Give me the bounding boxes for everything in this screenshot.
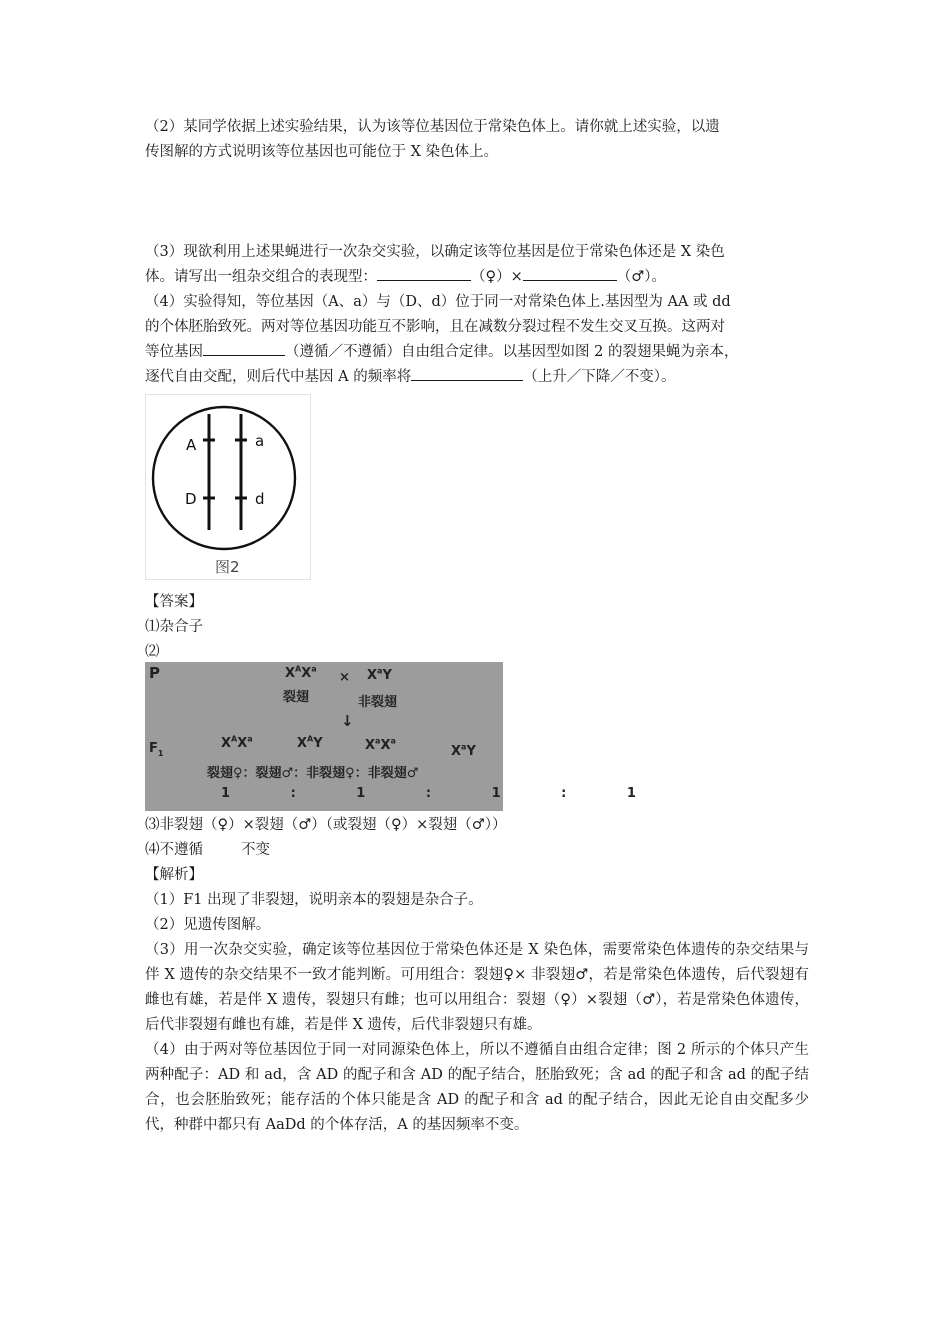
answer-section (145, 590, 809, 665)
genetic-cross-diagram (145, 662, 636, 811)
allele-A-label: A (186, 436, 197, 454)
analysis-4: （4）由于两对等位基因位于同一对同源染色体上，所以不遵循自由组合定律；图 2 所示的个体只产生两种配子：AD 和 ad，含 AD 的配子和含 AD 的配子结合，胚胎致死；含 ad 的配子和含 ad 的配子结合，也会胚胎致死；能存活的个体只能是含 AD 的配子和含 ad 的配子结合，因此无论自由交配多少代，种群中都只有 AaDd 的个体存活，A 的基因频率不变。 (145, 1042, 809, 1133)
offspring-1-genotype: $X^AX^a$ (221, 734, 253, 751)
analysis-1: （1）F1 出现了非裂翅，说明亲本的裂翅是杂合子。 (145, 892, 483, 908)
allele-D-label: D (185, 490, 197, 508)
q3-male-answer-blank[interactable] (523, 266, 617, 281)
analysis-header: 【解析】 (145, 867, 203, 883)
parent-male-phenotype: 非裂翅 (358, 695, 398, 710)
offspring-3-genotype: $X^aX^a$ (365, 736, 396, 753)
cross-symbol: × (339, 670, 350, 685)
q4-line-4-prefix: 逐代自由交配，则后代中基因 A 的频率将 (145, 369, 412, 385)
q4-line-3-prefix: 等位基因 (145, 344, 203, 360)
offspring-phenotype-ratio-labels: 裂翅♀：裂翅♂：非裂翅♀：非裂翅♂ (207, 766, 419, 781)
question-4 (145, 290, 809, 390)
question-2 (145, 115, 809, 165)
q4-line-4-suffix: （上升／下降／不变）。 (523, 369, 676, 385)
figure-2-chromosome-diagram (145, 394, 311, 580)
pedigree-f1-label: $F_1$ (149, 741, 164, 758)
q4-line-4 (145, 365, 809, 390)
q3-line-2-prefix: 体。请写出一组杂交组合的表现型： (145, 269, 377, 285)
q3-female-answer-blank[interactable] (377, 266, 471, 281)
figure-2-caption: 图2 (215, 558, 240, 576)
q4-line-3 (145, 340, 809, 365)
q3-line-1: （3）现欲利用上述果蝇进行一次杂交实验，以确定该等位基因是位于常染色体还是 X 染色 (145, 244, 725, 260)
answer-4-label: ⑷不遵循 (145, 842, 203, 858)
parent-female-phenotype: 裂翅 (283, 690, 310, 705)
answer-1: ⑴杂合子 (145, 619, 203, 635)
allele-d-label: d (255, 490, 265, 508)
q2-line-1: （2）某同学依据上述实验结果，认为该等位基因位于常染色体上。请你就上述实验，以遗 (145, 119, 720, 135)
q2-line-2: 传图解的方式说明该等位基因也可能位于 X 染色体上。 (145, 144, 499, 160)
answer-3: ⑶非裂翅（♀）×裂翅（♂）（或裂翅（♀）×裂翅（♂）） (145, 817, 507, 833)
offspring-ratio-values: 1 : 1 : 1 : 1 (221, 786, 636, 801)
answer-4 (145, 838, 809, 863)
q4-law-answer-blank[interactable] (203, 341, 285, 356)
answer-2-label: ⑵ (145, 644, 160, 660)
q4-line-2: 的个体胚胎致死。两对等位基因功能互不影响，且在减数分裂过程不发生交叉互换。这两对 (145, 319, 725, 335)
offspring-2-genotype: $X^AY$ (297, 734, 323, 751)
parent-female-genotype: $X^AX^a$ (285, 664, 317, 681)
offspring-4-genotype: $X^aY$ (451, 742, 476, 759)
answer-section-continued (145, 813, 809, 863)
allele-a-label: a (255, 432, 265, 450)
answer-header: 【答案】 (145, 594, 203, 610)
analysis-section (145, 863, 809, 1138)
parent-male-genotype: $X^aY$ (367, 666, 392, 683)
q3-line-2 (145, 265, 809, 290)
cross-arrow: ↓ (341, 712, 354, 730)
analysis-2: （2）见遗传图解。 (145, 917, 271, 933)
analysis-3: （3）用一次杂交实验，确定该等位基因位于常染色体还是 X 染色体，需要常染色体遗传的杂交结果与伴 X 遗传的杂交结果不一致才能判断。可用组合：裂翅♀× 非裂翅♂，若是常染色体遗传，后代裂翅有雌也有雄，若是伴 X 遗传，裂翅只有雌；也可以用组合：裂翅（♀）×裂翅（♂），若是常染色体遗传，后代非裂翅有雌也有雄，若是伴 X 遗传，后代非裂翅只有雄。 (145, 942, 809, 1033)
answer-4-value: 不变 (241, 842, 270, 858)
question-3 (145, 240, 809, 290)
pedigree-p-label: P (149, 664, 160, 682)
q3-line-2-suffix: （♂）。 (616, 269, 666, 285)
q4-line-1: （4）实验得知，等位基因（A、a）与（D、d）位于同一对常染色体上.基因型为 AA 或 dd (145, 294, 731, 310)
q4-frequency-answer-blank[interactable] (411, 366, 523, 381)
figure-2-drawing (145, 394, 311, 580)
q3-line-2-middle: （♀）× (471, 269, 523, 285)
q4-line-3-suffix: （遵循／不遵循）自由组合定律。以基因型如图 2 的裂翅果蝇为亲本， (285, 344, 739, 360)
